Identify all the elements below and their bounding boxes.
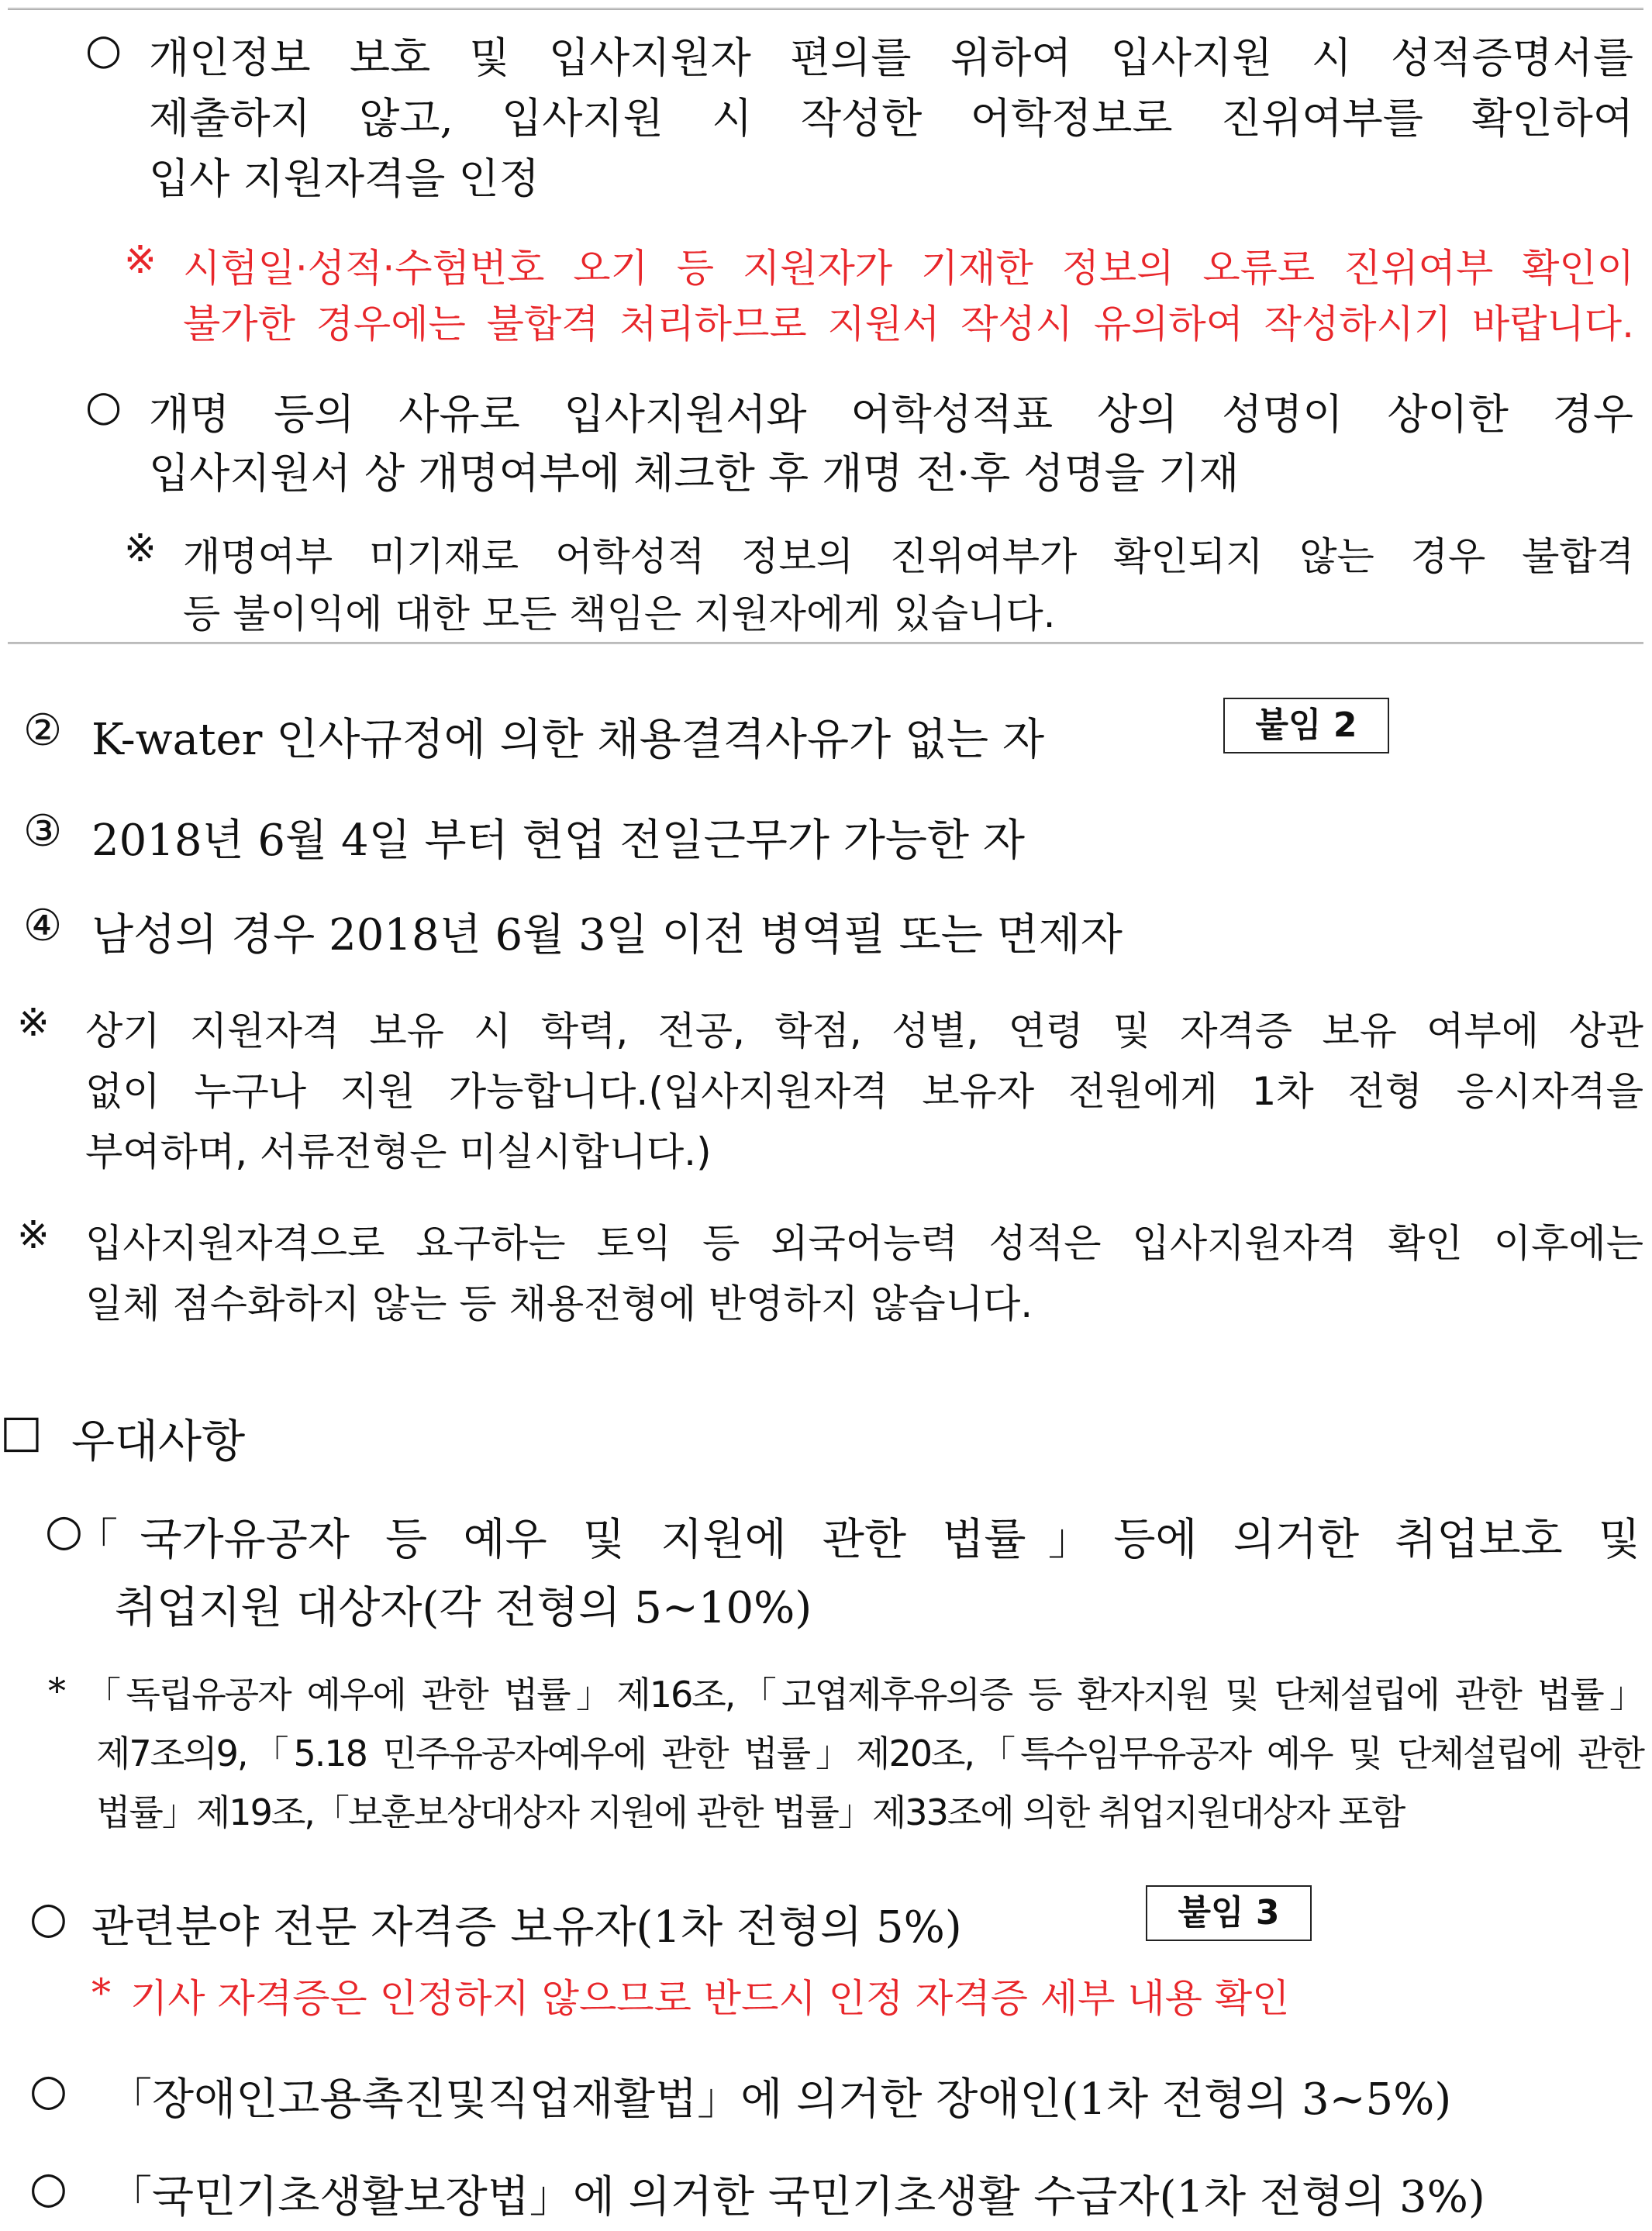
note-line: 상기 지원자격 보유 시 학력, 전공, 학점, 성별, 연령 및 자격증 보유 여부에 상관 — [85, 1009, 1643, 1053]
footnote-marker: * — [48, 1670, 66, 1712]
warning-marker: ※ — [124, 237, 157, 282]
bullet1-line2: 제출하지 않고, 입사지원 시 작성한 어학정보로 진위여부를 확인하여 — [149, 94, 1633, 143]
footnote-line: 「독립유공자 예우에 관한 법률」제16조,「고엽제후유의증 등 환자지원 및 단체설립에 관한 법률」 — [85, 1674, 1643, 1715]
preference-marker: ○ — [29, 2065, 67, 2115]
note2-line2: 등 불이익에 대한 모든 책임은 지원자에게 있습니다. — [183, 591, 1056, 636]
warning1-line1: 시험일·성적·수험번호 오기 등 지원자가 기재한 정보의 오류로 진위여부 확인이 — [183, 246, 1634, 291]
preference-marker: ○ — [45, 1505, 83, 1556]
preference-text: 관련분야 전문 자격증 보유자(1차 전형의 5%) — [91, 1902, 962, 1953]
note-line: 일체 점수화하지 않는 등 채용전형에 반영하지 않습니다. — [85, 1281, 1033, 1326]
preference-marker: ○ — [29, 2163, 67, 2213]
bullet1-line1: 개인정보 보호 및 입사지원자 편의를 위하여 입사지원 시 성적증명서를 — [149, 33, 1633, 82]
bullet-marker: ○ — [85, 381, 122, 430]
bullet-marker: ○ — [85, 25, 122, 74]
qualification-text-4: 남성의 경우 2018년 6월 3일 이전 병역필 또는 면제자 — [91, 910, 1123, 960]
top-border-line — [8, 8, 1643, 10]
section-title: 우대사항 — [71, 1415, 246, 1467]
preference-line: 「국가유공자 등 예우 및 지원에 관한 법률」등에 의거한 취업보호 및 — [74, 1515, 1640, 1565]
note-marker: ※ — [17, 1212, 50, 1257]
preference-text: 「장애인고용촉진및직업재활법」에 의거한 장애인(1차 전형의 3~5%) — [109, 2074, 1452, 2125]
red-footnote-text: 기사 자격증은 인정하지 않으므로 반드시 인정 자격증 세부 내용 확인 — [130, 1976, 1290, 2021]
bullet2-line1: 개명 등의 사유로 입사지원서와 어학성적표 상의 성명이 상이한 경우 — [149, 390, 1633, 439]
note-line: 없이 누구나 지원 가능합니다.(입사지원자격 보유자 전원에게 1차 전형 응시자격을 — [85, 1069, 1643, 1114]
section-checkbox-icon: □ — [0, 1405, 43, 1457]
warning1-line2: 불가한 경우에는 불합격 처리하므로 지원서 작성시 유의하여 작성하시기 바랍니다. — [183, 302, 1634, 347]
preference-text: 「국민기초생활보장법」에 의거한 국민기초생활 수급자(1차 전형의 3%) — [109, 2172, 1485, 2222]
footnote-line: 제7조의9,「5.18 민주유공자예우에 관한 법률」제20조,「특수임무유공자 예우 및 단체설립에 관한 — [96, 1733, 1643, 1774]
note-marker: ※ — [17, 1000, 50, 1045]
bullet2-line2: 입사지원서 상 개명여부에 체크한 후 개명 전·후 성명을 기재 — [149, 449, 1240, 498]
bottom-border-line — [8, 642, 1643, 644]
preference-marker: ○ — [29, 1893, 67, 1943]
attachment-badge-2: 붙임 2 — [1223, 698, 1389, 753]
attachment-badge-3: 붙임 3 — [1146, 1885, 1312, 1941]
qualification-marker-4: ④ — [23, 901, 63, 951]
qualification-text-3: 2018년 6월 4일 부터 현업 전일근무가 가능한 자 — [91, 816, 1025, 866]
note-line: 부여하며, 서류전형은 미실시합니다.) — [85, 1129, 712, 1174]
qualification-marker-2: ② — [23, 705, 63, 756]
note-line: 입사지원자격으로 요구하는 토익 등 외국어능력 성적은 입사지원자격 확인 이후에는 — [85, 1221, 1643, 1266]
footnote-line: 법률」제19조,「보훈보상대상자 지원에 관한 법률」제33조에 의한 취업지원대상자 포함 — [96, 1791, 1405, 1833]
qualification-marker-3: ③ — [23, 806, 63, 857]
preference-line: 취업지원 대상자(각 전형의 5~10%) — [115, 1583, 812, 1633]
note-marker: ※ — [124, 526, 157, 571]
qualification-text-2: K-water 인사규정에 의한 채용결격사유가 없는 자 — [91, 715, 1045, 765]
bullet1-line3: 입사 지원자격을 인정 — [149, 154, 540, 203]
footnote-marker: * — [91, 1971, 111, 2015]
note2-line1: 개명여부 미기재로 어학성적 정보의 진위여부가 확인되지 않는 경우 불합격 — [183, 534, 1634, 579]
